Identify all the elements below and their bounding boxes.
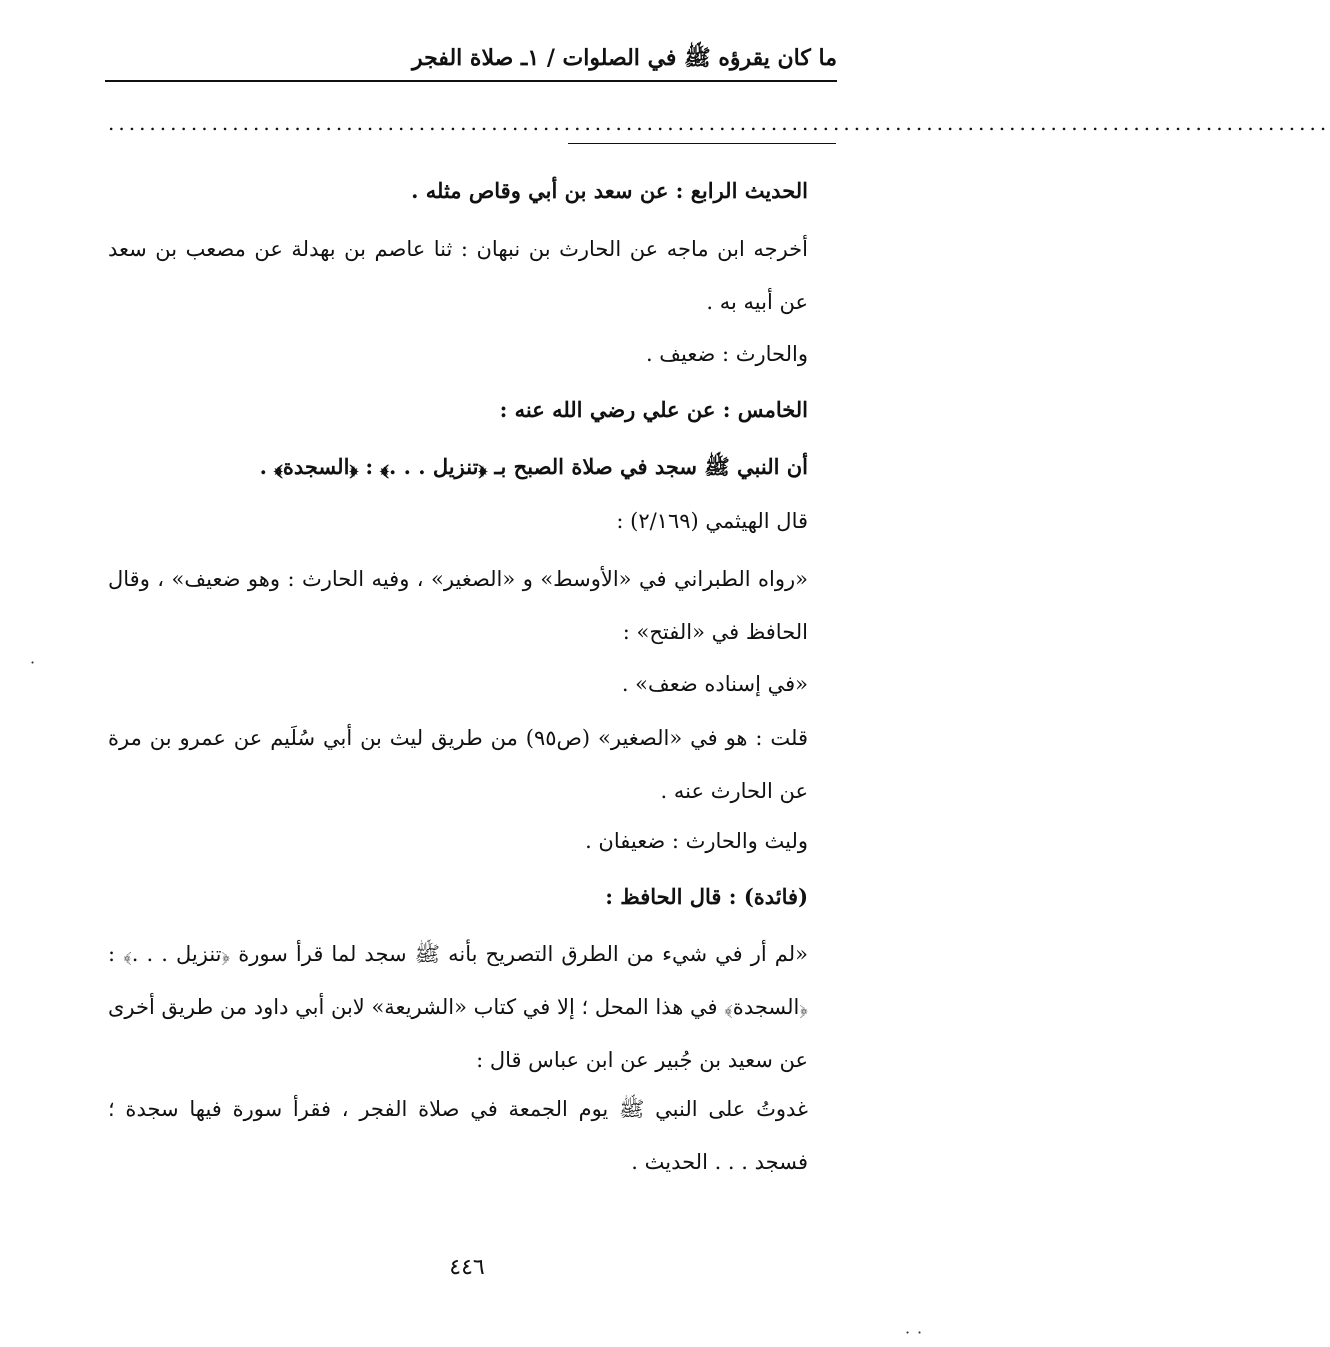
paragraph-tabarani-quote: «رواه الطبراني في «الأوسط» و «الصغير» ، وفيه الحارث : وهو ضعيف» ، وقال الحافظ في «الفتح» : xyxy=(108,567,808,644)
paragraph-qultu: قلت : هو في «الصغير» (ص٩٥) من طريق ليث بن أبي سُلَيم عن عمرو بن مرة عن الحارث عنه . xyxy=(108,726,808,803)
header-rule xyxy=(105,80,837,82)
paragraph-faida: (فائدة) : قال الحافظ : xyxy=(605,884,808,909)
paragraph-takhrij-ibn-majah: أخرجه ابن ماجه عن الحارث بن نبهان : ثنا عاصم بن بهدلة عن مصعب بن سعد عن أبيه به . xyxy=(108,237,808,314)
page-number: ٤٤٦ xyxy=(449,1255,485,1280)
scan-speck: · xyxy=(30,653,36,672)
paragraph-ibn-abbas: غدوتُ على النبي ﷺ يوم الجمعة في صلاة الفجر ، فقرأ سورة فيها سجدة ؛ فسجد . . . الحديث . xyxy=(108,1097,808,1174)
running-head: ما كان يقرؤه ﷺ في الصلوات / ١ـ صلاة الفجر xyxy=(411,45,837,71)
paragraph-haythami: قال الهيثمي (٢/١٦٩) : xyxy=(616,509,808,533)
footnote-separator-rule xyxy=(568,143,836,144)
paragraph-layth-harith: وليث والحارث : ضعيفان . xyxy=(585,829,808,853)
paragraph-prophet-sajda: أن النبي ﷺ سجد في صلاة الصبح بـ ﴿تنزيل . . .﴾ : ﴿السجدة﴾ . xyxy=(259,454,808,479)
scan-speck: · xyxy=(905,1323,911,1342)
paragraph-hadith-fourth: الحديث الرابع : عن سعد بن أبي وقاص مثله . xyxy=(411,178,808,203)
scan-speck: · xyxy=(917,1323,923,1342)
paragraph-hafiz-quote: «لم أر في شيء من الطرق التصريح بأنه ﷺ سجد لما قرأ سورة ﴿تنزيل . . .﴾ : ﴿السجدة﴾ في هذا المحل ؛ إلا في كتاب «الشريعة» لابن أبي داود من طريق أخرى عن سعيد بن جُبير عن ابن عباس قال : xyxy=(108,942,808,1072)
paragraph-harith-weak: والحارث : ضعيف . xyxy=(645,342,808,366)
dot-leader: ...................................................................................................................... xyxy=(108,111,1330,135)
paragraph-isnad-weak: «في إسناده ضعف» . xyxy=(621,672,808,696)
paragraph-hadith-fifth: الخامس : عن علي رضي الله عنه : xyxy=(499,397,808,422)
